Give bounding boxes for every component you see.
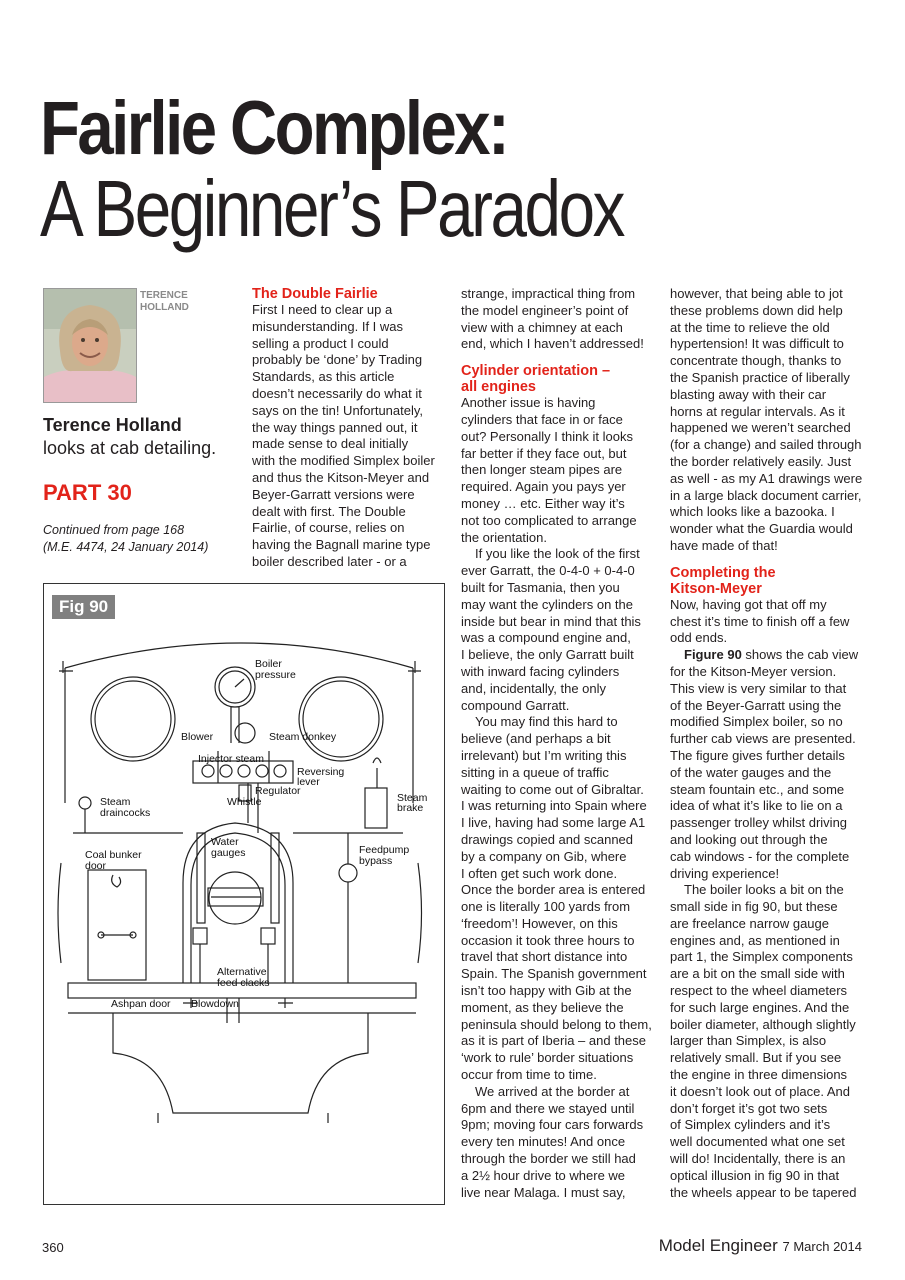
firehole-door xyxy=(209,872,261,924)
paragraph: The boiler looks a bit on the small side in fig 90, but these are freelance narrow gauge engines and, as mentioned in part 1, the Simplex components are a bit on the small side with respect to the wheel diameters for such large engines. And the boiler diameter, although slightly larger than Simplex, is also relatively small. But if you see the engine in three dimensions it doesn’t look out of place. And don’t forget it’s got two sets of Simplex cylinders and it’s well documented what one set will do! Incidentally, there is an optical illusion in fig 90 in that the wheels appear to be tapered xyxy=(670,882,857,1200)
paragraph: First I need to clear up a misunderstanding. If I was selling a product I could probably be ‘done’ by Trading Standards, as this article doesn’t necessarily do what it says on the tin! Unfortunately, the way things panned out, it made sense to deal initially with the modified Simplex boiler and thus the Kitson-Meyer and Beyer-Garratt versions were dealt with first. The Double Fairlie, of course, relies on having the Bagnall marine type boiler described later - or a xyxy=(252,302,435,569)
author-name: Terence Holland xyxy=(43,415,182,435)
label-steam-donkey: Steam donkey xyxy=(269,731,337,743)
cab-view-drawing xyxy=(43,583,443,1203)
label-alternative-feed-clacks: Alternative xyxy=(217,966,267,978)
svg-text:brake: brake xyxy=(397,802,424,814)
paragraph: however, that being able to jot these problems down did help at the time to relieve the old hypertension! It was difficult to concentrate though, thanks to the Spanish practice of liberally blasting away with their car horns at regular intervals. As it happened we weren’t searched (for a change) and sailed through the border relatively easily. Just as well - as my A1 drawings were in a large black document carrier, which looks like a bazooka. I wonder what the Guardia would have made of that! xyxy=(670,286,863,553)
author-portrait-image xyxy=(44,289,136,402)
continued-note: Continued from page 168 (M.E. 4474, 24 January 2014) xyxy=(43,523,209,554)
label-whistle: Whistle xyxy=(227,796,262,808)
label-injector-steam: Injector steam xyxy=(198,753,264,765)
label-steam-brake: Steam xyxy=(397,792,428,804)
label-blower: Blower xyxy=(181,731,214,743)
column-2 xyxy=(461,286,666,1201)
label-water-gauges: Water xyxy=(211,836,239,848)
label-steam-draincocks: Steam xyxy=(100,796,131,808)
paragraph: You may find this hard to believe (and perhaps a bit irrelevant) but I’m writing this sitting in a queue of traffic waiting to come out of Gibraltar. I was returning into Spain where I live, having had some large A1 drawings copied and scanned by a company on Gib, where I often get such work done. Once the border area is entered one is literally 100 yards from ‘freedom’! However, on this occasion it took three hours to travel that short distance into Spain. The Spanish government isn’t too happy with Gib at the moment, as they believe the peninsula should belong to them, as it is part of Iberia – and these ‘work to rule’ border situations occur from time to time. xyxy=(461,714,652,1083)
section-heading: Cylinder orientation – all engines xyxy=(461,363,611,396)
svg-text:feed clacks: feed clacks xyxy=(217,977,270,989)
label-boiler-pressure: Boiler xyxy=(255,658,282,670)
label-reversing-lever: Reversing xyxy=(297,766,345,778)
svg-text:draincocks: draincocks xyxy=(100,807,151,819)
paragraph: If you like the look of the first ever Garratt, the 0-4-0 + 0-4-0 built for Tasmania, then you may want the cylinders on the inside but bear in mind that this was a compound engine and, I believe, the only Garratt built with inward facing cylinders and, incidentally, the only compound Garratt. xyxy=(461,546,641,713)
cab-roof-line xyxy=(65,643,413,668)
label-blowdown: Blowdown xyxy=(191,998,239,1010)
article-title-line2: A Beginner’s Paradox xyxy=(40,164,623,253)
article-title-line1: Fairlie Complex: xyxy=(40,86,508,171)
svg-text:pressure: pressure xyxy=(255,669,296,681)
column-1 xyxy=(252,286,452,571)
paragraph: strange, impractical thing from the model engineer’s point of view with a chimney at each end, which I haven’t addressed! xyxy=(461,286,644,352)
part-number: PART 30 xyxy=(43,480,132,505)
figure-tag: Fig 90 xyxy=(52,595,115,619)
page-number: 360 xyxy=(42,1240,64,1255)
svg-text:gauges: gauges xyxy=(211,847,246,859)
photo-credit: TERENCE HOLLAND xyxy=(140,290,189,313)
label-coal-bunker-door: Coal bunker xyxy=(85,849,142,861)
svg-text:lever: lever xyxy=(297,776,320,788)
figure-reference: Figure 90 xyxy=(684,647,742,663)
right-cab-window xyxy=(299,677,383,761)
section-heading: The Double Fairlie xyxy=(252,286,378,302)
magazine-footer xyxy=(659,1236,862,1256)
paragraph: Now, having got that off my chest it’s time to finish off a few odd ends. xyxy=(670,596,850,646)
label-feedpump-bypass: Feedpump xyxy=(359,844,410,856)
column-3 xyxy=(670,286,870,1201)
paragraph: Figure 90 shows the cab view for the Kitson-Meyer version. This view is very similar to that of the Beyer-Garratt using the modified Simplex boiler, so no further cab views are presented. The figure gives further details of the water gauges and the steam fountain etc., and some idea of what it’s like to lie on a passenger trolley whilst driving and looking out through the cab windows - for the complete driving experience! xyxy=(670,647,859,881)
svg-text:bypass: bypass xyxy=(359,855,393,867)
paragraph: We arrived at the border at 6pm and there we stayed until 9pm; moving four cars forwards every ten minutes! And once through the border we still had a 2½ hour drive to where we live near Malaga. I must say, xyxy=(461,1083,644,1200)
article-standfirst: looks at cab detailing. xyxy=(43,438,217,458)
paragraph: Another issue is having cylinders that face in or face out? Personally I think it looks far better if they face out, but then longer steam pipes are required. Again you pays yer money … etc. Either way it’s not too complicated to arrange the orientation. xyxy=(461,395,637,545)
svg-text:door: door xyxy=(85,860,107,872)
label-ashpan-door: Ashpan door xyxy=(111,998,171,1010)
label-regulator: Regulator xyxy=(255,785,301,797)
section-heading: Completing the Kitson-Meyer xyxy=(670,564,776,597)
left-cab-window xyxy=(91,677,175,761)
magazine-name: Model Engineer xyxy=(658,1236,778,1255)
issue-date: 7 March 2014 xyxy=(782,1239,862,1254)
author-photo xyxy=(43,288,137,403)
